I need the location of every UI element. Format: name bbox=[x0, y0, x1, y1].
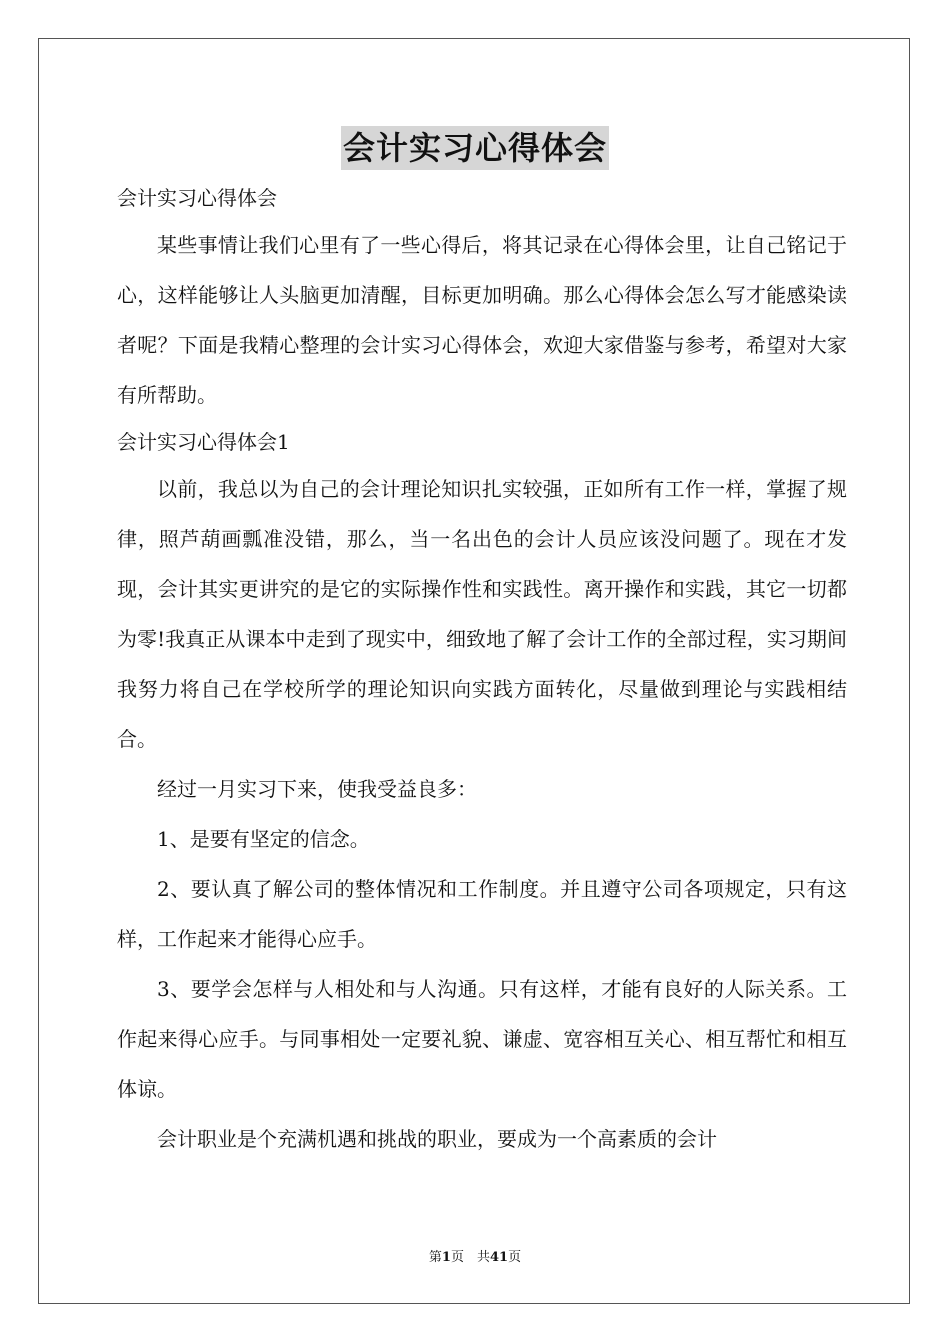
page-prefix: 第 bbox=[428, 1250, 442, 1265]
page-footer bbox=[0, 1246, 950, 1265]
document-body bbox=[117, 176, 847, 1164]
page-suffix: 页 bbox=[508, 1250, 522, 1265]
body-paragraph: 经过一月实习下来，使我受益良多： bbox=[157, 777, 477, 801]
list-item: 2、要认真了解公司的整体情况和工作制度。并且遵守公司各项规定，只有这样，工作起来才能得心应手。 bbox=[117, 877, 847, 951]
intro-paragraph: 某些事情让我们心里有了一些心得后，将其记录在心得体会里，让自己铭记于心，这样能够让人头脑更加清醒，目标更加明确。那么心得体会怎么写才能感染读者呢？下面是我精心整理的会计实习心得体会，欢迎大家借鉴与参考，希望对大家有所帮助。 bbox=[117, 233, 847, 407]
list-item: 1、是要有坚定的信念。 bbox=[157, 827, 370, 851]
page-total: 41 bbox=[489, 1250, 509, 1265]
page-current: 1 bbox=[441, 1250, 451, 1265]
section-heading: 会计实习心得体会1 bbox=[117, 430, 290, 454]
document-title: 会计实习心得体会 bbox=[341, 126, 609, 170]
document-subtitle: 会计实习心得体会 bbox=[117, 186, 277, 210]
body-paragraph: 以前，我总以为自己的会计理论知识扎实较强，正如所有工作一样，掌握了规律，照芦葫画瓢准没错，那么，当一名出色的会计人员应该没问题了。现在才发现，会计其实更讲究的是它的实际操作性和实践性。离开操作和实践，其它一切都为零!我真正从课本中走到了现实中，细致地了解了会计工作的全部过程，实习期间我努力将自己在学校所学的理论知识向实践方面转化，尽量做到理论与实践相结合。 bbox=[117, 477, 847, 751]
body-paragraph: 会计职业是个充满机遇和挑战的职业，要成为一个高素质的会计 bbox=[157, 1127, 717, 1151]
title-container bbox=[0, 126, 950, 170]
list-item: 3、要学会怎样与人相处和与人沟通。只有这样，才能有良好的人际关系。工作起来得心应手。与同事相处一定要礼貌、谦虚、宽容相互关心、相互帮忙和相互体谅。 bbox=[117, 977, 847, 1101]
page-mid: 页 共 bbox=[450, 1250, 490, 1265]
